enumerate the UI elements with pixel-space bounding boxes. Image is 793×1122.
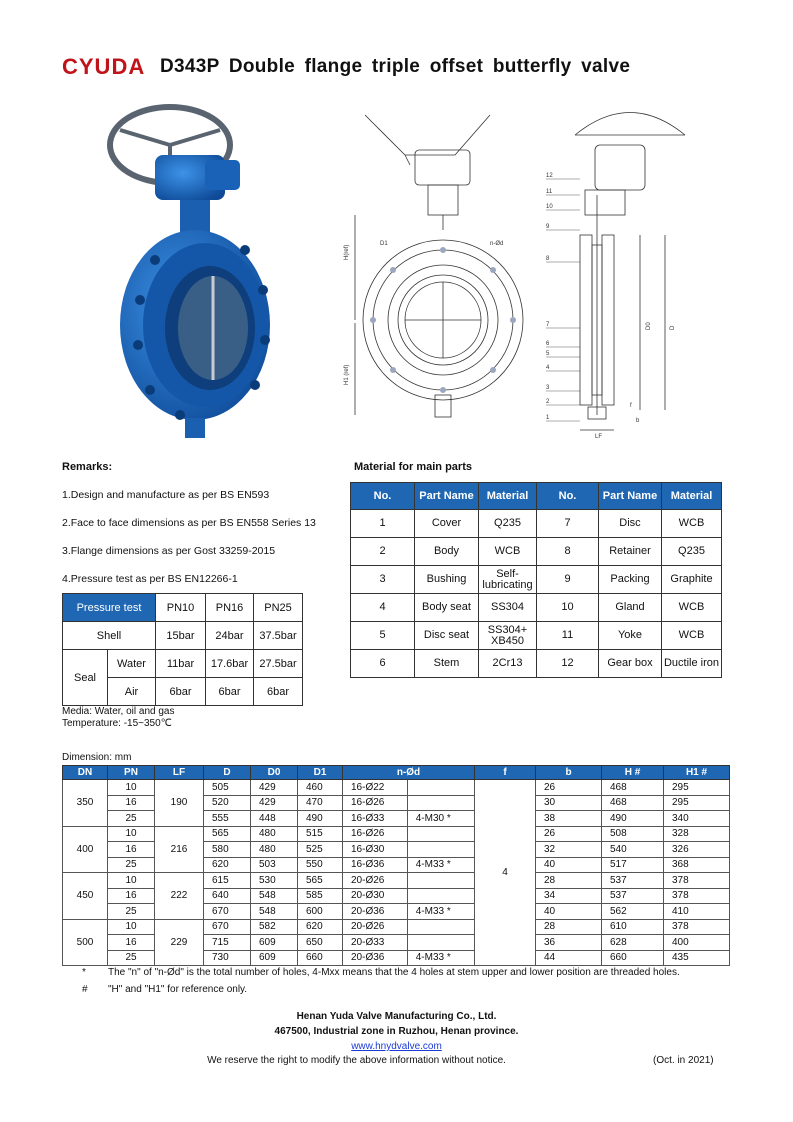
pt-header: PN10 [156,594,206,622]
d0-cell: 582 [251,919,298,935]
pn-cell: 10 [108,780,155,796]
material-cell: 4 [351,594,415,622]
pt-header: PN25 [254,594,303,622]
table-row [63,919,730,935]
dimension-table [62,765,730,966]
material-table [350,482,722,678]
dt-header: DN [63,766,108,780]
h1-cell: 295 [664,795,730,811]
d0-cell: 530 [251,873,298,889]
nod-cell: 16-Ø26 [343,795,408,811]
nod-cell: 20-Ø30 [343,888,408,904]
d1-cell: 620 [298,919,343,935]
dt-header: LF [155,766,204,780]
nod-cell: 16-Ø22 [343,780,408,796]
material-cell: Graphite [662,566,722,594]
lf-cell: 229 [155,919,204,966]
h-cell: 468 [602,780,664,796]
material-cell: 7 [537,510,599,538]
h-cell: 628 [602,935,664,951]
h-cell: 540 [602,842,664,858]
mt-header: Material [662,483,722,510]
part-label: 2 [546,399,550,405]
thread-cell [407,795,474,811]
pn-cell: 10 [108,873,155,889]
pn-cell: 16 [108,795,155,811]
note-item [82,984,247,995]
thread-cell: 4-M33 * [407,857,474,873]
page-title: D343P Double flange triple offset butterfly valve [160,56,631,77]
lf-cell: 222 [155,873,204,920]
pn-cell: 16 [108,888,155,904]
thread-cell [407,826,474,842]
table-row [63,873,730,889]
thread-cell [407,873,474,889]
pt-cell: 6bar [206,678,254,706]
d-cell: 555 [204,811,251,827]
pt-cell: 11bar [156,650,206,678]
material-cell: 2Cr13 [479,650,537,678]
d-cell: 730 [204,950,251,966]
h1-cell: 368 [664,857,730,873]
h-cell: 490 [602,811,664,827]
pt-header: Pressure test [63,594,156,622]
pt-air-label: Air [108,678,156,706]
thread-cell: 4-M33 * [407,904,474,920]
b-cell: 26 [536,826,602,842]
h1-cell: 410 [664,904,730,920]
dt-header: H # [602,766,664,780]
d1-cell: 660 [298,950,343,966]
h1-cell: 435 [664,950,730,966]
d1-cell: 565 [298,873,343,889]
b-cell: 34 [536,888,602,904]
material-cell: Q235 [662,538,722,566]
d-cell: 640 [204,888,251,904]
d0-cell: 548 [251,904,298,920]
nod-cell: 20-Ø36 [343,950,408,966]
temperature-line: Temperature: -15~350℃ [62,718,172,729]
d0-cell: 480 [251,826,298,842]
pn-cell: 25 [108,811,155,827]
d1-cell: 650 [298,935,343,951]
mt-header: No. [537,483,599,510]
d0-cell: 429 [251,780,298,796]
remarks-title: Remarks: [62,461,113,473]
material-cell: 9 [537,566,599,594]
pt-water-label: Water [108,650,156,678]
thread-cell [407,919,474,935]
label-nod: n-Ød [490,241,504,247]
part-label: 6 [546,341,550,347]
pt-cell: 27.5bar [254,650,303,678]
b-cell: 40 [536,904,602,920]
pn-cell: 16 [108,935,155,951]
material-row [351,594,722,622]
material-cell: Bushing [415,566,479,594]
material-cell: Disc [599,510,662,538]
dt-header: D1 [298,766,343,780]
mt-header: Material [479,483,537,510]
d1-cell: 460 [298,780,343,796]
material-cell: 1 [351,510,415,538]
d-cell: 565 [204,826,251,842]
material-cell: Disc seat [415,622,479,650]
lf-cell: 216 [155,826,204,873]
mt-header: Part Name [415,483,479,510]
h-cell: 660 [602,950,664,966]
b-cell: 28 [536,873,602,889]
label-h1: H1 (ref) [344,364,350,385]
pn-cell: 16 [108,842,155,858]
b-cell: 36 [536,935,602,951]
material-cell: Body seat [415,594,479,622]
part-label: 11 [546,189,553,195]
pt-cell: 6bar [156,678,206,706]
dt-header: PN [108,766,155,780]
material-row [351,566,722,594]
dt-header: D [204,766,251,780]
lf-cell: 190 [155,780,204,827]
d0-cell: 448 [251,811,298,827]
h1-cell: 378 [664,873,730,889]
label-d: D [670,325,676,330]
pt-cell: 24bar [206,622,254,650]
material-title: Material for main parts [354,461,472,473]
material-cell: Gear box [599,650,662,678]
pt-cell: 6bar [254,678,303,706]
label-lf: LF [595,434,603,440]
h-cell: 537 [602,888,664,904]
part-label: 10 [546,204,553,210]
h-cell: 610 [602,919,664,935]
company-logo: CYUDA [62,54,146,79]
d1-cell: 490 [298,811,343,827]
pn-cell: 25 [108,857,155,873]
dimension-title: Dimension: mm [62,752,132,763]
material-cell: WCB [662,594,722,622]
part-label: 9 [546,224,550,230]
material-cell: 11 [537,622,599,650]
d-cell: 580 [204,842,251,858]
material-cell: SS304 [479,594,537,622]
thread-cell: 4-M33 * [407,950,474,966]
dt-header: b [536,766,602,780]
thread-cell [407,888,474,904]
d1-cell: 515 [298,826,343,842]
material-cell: WCB [479,538,537,566]
pt-seal-label: Seal [63,650,108,706]
f-cell: 4 [475,780,536,966]
note-text: "H" and "H1" for reference only. [108,984,248,995]
d1-cell: 600 [298,904,343,920]
h-cell: 468 [602,795,664,811]
h-cell: 517 [602,857,664,873]
valve-technical-drawing [340,95,740,445]
material-cell: Q235 [479,510,537,538]
b-cell: 32 [536,842,602,858]
nod-cell: 16-Ø26 [343,826,408,842]
pt-cell: 15bar [156,622,206,650]
label-h: H(ref) [344,244,350,260]
h1-cell: 326 [664,842,730,858]
b-cell: 30 [536,795,602,811]
d-cell: 620 [204,857,251,873]
d1-cell: 525 [298,842,343,858]
material-cell: 2 [351,538,415,566]
h1-cell: 295 [664,780,730,796]
material-cell: Body [415,538,479,566]
valve-photo [95,100,295,445]
part-label: 4 [546,365,550,371]
remark-item: 2.Face to face dimensions as per BS EN558 Series 13 [62,517,316,529]
part-label: 7 [546,322,550,328]
remark-item: 1.Design and manufacture as per BS EN593 [62,489,270,501]
remark-item: 3.Flange dimensions as per Gost 33259-2015 [62,545,276,557]
dt-header: D0 [251,766,298,780]
material-cell: Stem [415,650,479,678]
nod-cell: 16-Ø36 [343,857,408,873]
thread-cell [407,842,474,858]
nod-cell: 16-Ø33 [343,811,408,827]
material-row [351,622,722,650]
d0-cell: 429 [251,795,298,811]
table-row [63,826,730,842]
d0-cell: 609 [251,950,298,966]
pressure-test-table [62,593,303,706]
material-row [351,510,722,538]
dn-cell: 500 [63,919,108,966]
b-cell: 40 [536,857,602,873]
footer-website-link[interactable]: www.hnydvalve.com [351,1041,442,1052]
part-label: 12 [546,173,553,179]
b-cell: 38 [536,811,602,827]
label-d0: D0 [646,322,652,330]
note-symbol: # [82,984,88,995]
part-label: 8 [546,256,550,262]
footer-date: (Oct. in 2021) [653,1055,714,1066]
media-info [62,706,174,730]
mt-header: No. [351,483,415,510]
thread-cell: 4-M30 * [407,811,474,827]
material-row [351,538,722,566]
pn-cell: 25 [108,950,155,966]
b-cell: 26 [536,780,602,796]
material-cell: 10 [537,594,599,622]
label-b: b [636,418,640,424]
material-cell: Cover [415,510,479,538]
part-label: 5 [546,351,550,357]
h1-cell: 400 [664,935,730,951]
h1-cell: 378 [664,888,730,904]
d0-cell: 548 [251,888,298,904]
media-line: Media: Water, oil and gas [62,706,175,717]
note-symbol: * [82,967,86,978]
dt-header: H1 # [664,766,730,780]
nod-cell: 20-Ø26 [343,919,408,935]
material-cell: WCB [662,622,722,650]
table-row [63,780,730,796]
thread-cell [407,780,474,796]
page-header [62,52,630,82]
material-cell: Ductile iron [662,650,722,678]
material-cell: Gland [599,594,662,622]
dn-cell: 350 [63,780,108,827]
label-f: f [630,403,632,409]
d1-cell: 550 [298,857,343,873]
material-cell: Retainer [599,538,662,566]
material-cell: WCB [662,510,722,538]
thread-cell [407,935,474,951]
h-cell: 537 [602,873,664,889]
material-cell: 8 [537,538,599,566]
d1-cell: 470 [298,795,343,811]
pn-cell: 25 [108,904,155,920]
d-cell: 715 [204,935,251,951]
nod-cell: 20-Ø26 [343,873,408,889]
nod-cell: 16-Ø30 [343,842,408,858]
mt-header: Part Name [599,483,662,510]
h-cell: 562 [602,904,664,920]
material-cell: Self-lubricating [479,566,537,594]
material-row [351,650,722,678]
pt-shell-label: Shell [63,622,156,650]
material-cell: 5 [351,622,415,650]
material-cell: Yoke [599,622,662,650]
footer-company: Henan Yuda Valve Manufacturing Co., Ltd. [296,1011,497,1022]
pt-header: PN16 [206,594,254,622]
note-item [82,967,680,978]
part-label: 3 [546,385,550,391]
pt-cell: 37.5bar [254,622,303,650]
d0-cell: 503 [251,857,298,873]
h1-cell: 328 [664,826,730,842]
material-cell: 6 [351,650,415,678]
pn-cell: 10 [108,826,155,842]
d0-cell: 480 [251,842,298,858]
nod-cell: 20-Ø33 [343,935,408,951]
note-text: The "n" of "n-Ød" is the total number of holes, 4-Mxx means that the 4 holes at stem upper and lower position are threaded holes. [108,967,680,978]
part-label: 1 [546,415,550,421]
material-cell: Packing [599,566,662,594]
dn-cell: 400 [63,826,108,873]
material-cell: SS304+ XB450 [479,622,537,650]
dt-header: f [475,766,536,780]
h1-cell: 378 [664,919,730,935]
d0-cell: 609 [251,935,298,951]
d-cell: 670 [204,904,251,920]
dn-cell: 450 [63,873,108,920]
footer-disclaimer: We reserve the right to modify the above information without notice. [207,1055,506,1066]
pt-cell: 17.6bar [206,650,254,678]
label-d1: D1 [380,241,388,247]
b-cell: 44 [536,950,602,966]
pn-cell: 10 [108,919,155,935]
material-cell: 12 [537,650,599,678]
dt-header: n-Ød [343,766,475,780]
h1-cell: 340 [664,811,730,827]
d-cell: 520 [204,795,251,811]
d-cell: 615 [204,873,251,889]
d-cell: 505 [204,780,251,796]
b-cell: 28 [536,919,602,935]
remark-item: 4.Pressure test as per BS EN12266-1 [62,573,238,585]
footer-address: 467500, Industrial zone in Ruzhou, Henan province. [274,1026,519,1037]
material-cell: 3 [351,566,415,594]
nod-cell: 20-Ø36 [343,904,408,920]
d1-cell: 585 [298,888,343,904]
h-cell: 508 [602,826,664,842]
d-cell: 670 [204,919,251,935]
